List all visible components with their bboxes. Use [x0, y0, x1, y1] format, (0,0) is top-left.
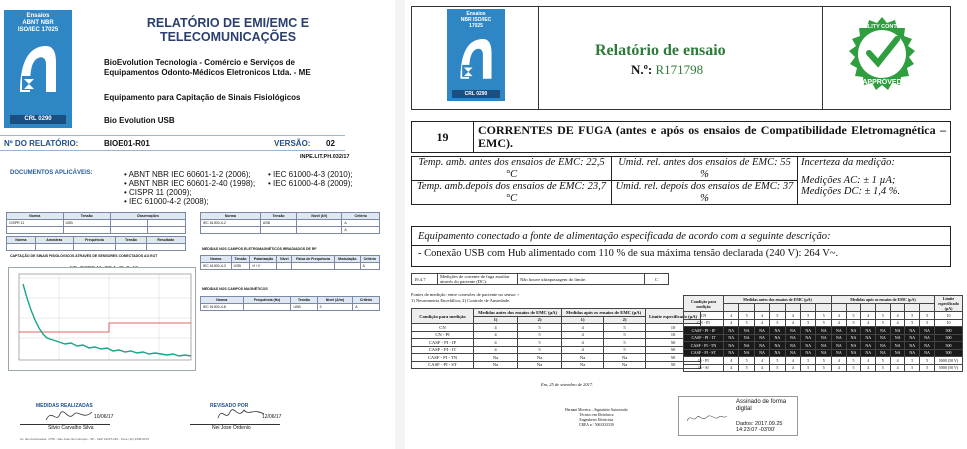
- table-cell: 5: [739, 364, 754, 372]
- measured-by-name: Silvio Carvalho Silva: [48, 425, 94, 431]
- table-cell: 5000 (50 V): [935, 357, 963, 365]
- table-cell: 5: [816, 312, 832, 320]
- table-cell: CASF - PI - TN: [412, 354, 474, 362]
- table-cell: NA: [739, 342, 754, 350]
- environment-conditions-table: Temp. amb. antes dos ensaios de EMC: 22,5 °C Umid. rel. antes dos ensaios de EMC: 55 % Incerteza da medição: Medições AC: ± 1 µA; Medições DC: ± 1,4 %. Temp. amb.depois dos ensaios de EMC: 23,7 °C Umid. rel. depois dos ensaios de EMC: 37 %: [411, 156, 951, 205]
- table-cell: NA: [816, 342, 832, 350]
- table-cell: 4: [785, 319, 800, 327]
- table-cell: NA: [739, 327, 754, 335]
- table-cell: NA: [890, 342, 905, 350]
- table-cell: NA: [905, 327, 920, 335]
- table-row: [412, 361, 701, 369]
- table-row: [412, 346, 701, 354]
- column-subheader: [785, 304, 800, 312]
- table-cell: NA: [905, 349, 920, 357]
- table-cell: 4: [562, 346, 604, 354]
- table-cell: NA: [770, 334, 785, 342]
- measurement-sources: Fontes de medição: entre conexões de paciente no sensor > 1) Neurometria Encefálica; 2) Controle de Ansiedade.: [411, 292, 520, 303]
- company-name: BioEvolution Tecnologia - Comércio e Serviços de Equipamentos Odonto-Médicos Eletronicos Ltda. - ME: [104, 58, 311, 77]
- table-cell: 5: [604, 331, 646, 339]
- table-cell: 4: [861, 357, 876, 365]
- table-cell: Na: [562, 354, 604, 362]
- magnetic-table: Norma Frequência (Hz) Tensão Nível (A/m) Critério IEC 61000-4-8 USB 3 A: [200, 296, 380, 311]
- table-cell: NA: [876, 349, 891, 357]
- table-cell: 5: [604, 346, 646, 354]
- product-name: Bio Evolution USB: [104, 116, 175, 125]
- table-cell: Na: [518, 361, 562, 369]
- table-cell: 5: [816, 364, 832, 372]
- table-cell: 5: [876, 319, 891, 327]
- table-cell: NA: [801, 342, 816, 350]
- table-cell: 50: [646, 354, 701, 362]
- report-date: Em, 25 de setembro de 2017.: [541, 382, 594, 387]
- accreditation-seal-right: Ensaios NBR ISO/IEC 17025 CRL 0290: [447, 9, 505, 101]
- table-cell: NA: [846, 349, 861, 357]
- table-cell: 50: [646, 346, 701, 354]
- table-cell: 4: [724, 312, 739, 320]
- table-cell: 500: [935, 349, 963, 357]
- table-row: [412, 324, 701, 332]
- table-cell: CASF - PI - ST: [684, 349, 724, 357]
- table-cell: 10: [935, 312, 963, 320]
- table-cell: NA: [890, 327, 905, 335]
- table-cell: NA: [816, 334, 832, 342]
- table-cell: NA: [770, 327, 785, 335]
- table-cell: NA: [832, 327, 847, 335]
- table-cell: 5: [518, 331, 562, 339]
- table-cell: Na: [604, 354, 646, 362]
- applicable-doc-item: • IEC 61000-4-8 (2009);: [268, 179, 353, 188]
- table-cell: NA: [801, 327, 816, 335]
- limit-line: [19, 323, 191, 332]
- table-cell: 5: [846, 312, 861, 320]
- capture-heading: CAPTAÇÃO DE SINAIS FISIOLÓGICOS ATRAVÉS DE SENSORES CONECTADOS AO EUT: [10, 254, 158, 258]
- table-cell: 4: [861, 312, 876, 320]
- table-row: [684, 319, 963, 327]
- table-cell: 5: [905, 312, 920, 320]
- table-cell: 4: [754, 319, 769, 327]
- column-subheader: [816, 304, 832, 312]
- rf-table: Norma Tensão Polarização Nível Faixa de Frequência Modulação Critério IEC 61000-4-3 USB H / V A: [200, 255, 380, 270]
- column-subheader: [920, 304, 935, 312]
- table-cell: 5: [905, 357, 920, 365]
- table-row: [684, 342, 963, 350]
- test-report-number: N.º: R171798: [631, 62, 704, 77]
- table-cell: 4: [754, 312, 769, 320]
- digital-signature-icon: [685, 411, 729, 425]
- applicable-doc-item: • ABNT NBR IEC 60601-1-2 (2006);: [124, 170, 255, 179]
- table-cell: 5: [876, 357, 891, 365]
- table-cell: 4: [562, 339, 604, 347]
- table-cell: 500: [935, 327, 963, 335]
- table-row: [412, 354, 701, 362]
- table-cell: NA: [785, 349, 800, 357]
- table-cell: NA: [846, 327, 861, 335]
- leakage-current-table: Condição para medição Medidas antes dos ensaios de EMC (µA) Medidas após os ensaios de EMC (µA) Limite especificado (µA) 1) 2) 1) 2) CN 4 5 4 5 10 CN - PI 4 5 4 5 10 CASF - PI - IF 4 5 4 5 50 CASF - PI - IT 4 5 4 5 50 CASF - PI - TN Na Na Na Na 50 CASF - PI - ST Na Na Na Na 50: [411, 308, 701, 369]
- table-cell: 5: [846, 364, 861, 372]
- measured-trace: [23, 284, 191, 356]
- table-cell: 4: [474, 324, 518, 332]
- table-cell: 5: [770, 319, 785, 327]
- equipment-description: Equipamento para Capitação de Sinais Fisiológicos: [104, 93, 301, 102]
- table-row: [412, 339, 701, 347]
- accreditation-seal: Ensaios ABNT NBR ISO/IEC 17025 CRL 0290: [4, 10, 72, 128]
- equipment-connection-box: Equipamento conectado a fonte de alimentação especificada de acordo com a seguinte descrição: - Conexão USB com Hub alimentado com 110 % de sua máxima tensão declarada (240 V): 264 V~.: [411, 226, 951, 267]
- applicable-doc-item: • IEC 61000-4-3 (2010);: [268, 170, 353, 179]
- table-cell: 500: [935, 334, 963, 342]
- table-cell: 4: [785, 312, 800, 320]
- section-heading: 19 CORRENTES DE FUGA (antes e após os ensaios de Compatibilidade Eletromagnética – EMC).: [411, 121, 951, 153]
- table-cell: 5: [816, 357, 832, 365]
- table-cell: 4: [832, 312, 847, 320]
- table-cell: 4: [785, 357, 800, 365]
- table-cell: NA: [801, 349, 816, 357]
- table-cell: 5: [876, 312, 891, 320]
- measured-by-date: 10/06/17: [94, 414, 114, 420]
- table-cell: NA: [876, 342, 891, 350]
- table-cell: Na: [518, 354, 562, 362]
- table-cell: 5: [801, 357, 816, 365]
- esd-table: Norma Tensão Nível (kV) Critério IEC 61000-4-2 USB A A: [200, 212, 380, 234]
- applicable-docs-list: [124, 170, 255, 206]
- table-cell: NA: [754, 327, 769, 335]
- table-cell: 5: [920, 364, 935, 372]
- emission-chart: [8, 267, 196, 371]
- table-cell: 4: [474, 346, 518, 354]
- signature-1-icon: [44, 406, 94, 426]
- column-subheader: [876, 304, 891, 312]
- table-cell: NA: [861, 342, 876, 350]
- table-cell: 5: [518, 339, 562, 347]
- sensor-table: Norma Amostras Frequência Tensão Resultado: [6, 236, 186, 251]
- table-cell: NA: [770, 342, 785, 350]
- signatory-line: Engenheiro Eletricista: [579, 418, 614, 422]
- column-subheader: [739, 304, 754, 312]
- table-cell: NA: [816, 327, 832, 335]
- table-cell: NA: [876, 327, 891, 335]
- table-cell: NA: [785, 342, 800, 350]
- table-cell: 4: [890, 312, 905, 320]
- table-cell: Na: [604, 361, 646, 369]
- table-cell: NA: [920, 349, 935, 357]
- table-cell: CN - PI: [412, 331, 474, 339]
- table-cell: CASF - PI - IF: [412, 339, 474, 347]
- svg-text:QUALITY CONTROL: QUALITY CONTROL: [855, 24, 909, 30]
- table-cell: CN: [412, 324, 474, 332]
- table-cell: 5: [905, 364, 920, 372]
- column-subheader: [801, 304, 816, 312]
- table-cell: 5: [518, 346, 562, 354]
- test-report-title: Relatório de ensaio: [595, 42, 726, 59]
- applicable-doc-item: • ABNT NBR IEC 60601-2-40 (1998);: [124, 179, 255, 188]
- column-subheader: [724, 304, 739, 312]
- table-cell: 5: [920, 312, 935, 320]
- column-subheader: [905, 304, 920, 312]
- table-cell: NA: [905, 342, 920, 350]
- applicable-doc-item: • CISPR 11 (2009);: [124, 188, 255, 197]
- table-cell: 5: [739, 312, 754, 320]
- table-cell: NA: [846, 342, 861, 350]
- table-row: [684, 334, 963, 342]
- table-row: [684, 357, 963, 365]
- table-cell: 4: [832, 357, 847, 365]
- table-cell: CASF - PI - IT: [684, 334, 724, 342]
- table-cell: NA: [920, 342, 935, 350]
- digital-signature-box: Assinado de forma digital Dados: 2017.09.25 14:23:07 -03'00': [678, 396, 798, 436]
- applicable-docs-label: DOCUMENTOS APLICÁVEIS:: [10, 170, 93, 176]
- magnetic-heading: MEDIDAS NOS CAMPOS MAGNÉTICOS: [202, 287, 268, 291]
- applicable-doc-item: • IEC 61000-4-2 (2008);: [124, 197, 255, 206]
- table-cell: NA: [785, 334, 800, 342]
- table-cell: 5: [518, 324, 562, 332]
- table-row: [684, 312, 963, 320]
- table-cell: 4: [890, 319, 905, 327]
- table-cell: IS - SI: [684, 364, 724, 372]
- applicable-docs-list-2: [268, 170, 353, 188]
- column-subheader: [846, 304, 861, 312]
- signature-2-icon: [216, 402, 266, 424]
- signatory-line: Técnico em Eletrônica: [579, 413, 614, 417]
- table-cell: NA: [920, 327, 935, 335]
- table-cell: CN: [684, 312, 724, 320]
- table-cell: 5: [876, 364, 891, 372]
- signatory-line: Hernani Moreira – Signatário Autorizado: [565, 408, 628, 412]
- table-cell: 5: [801, 364, 816, 372]
- table-cell: 5: [816, 319, 832, 327]
- table-cell: NA: [739, 334, 754, 342]
- table-cell: 4: [724, 319, 739, 327]
- column-subheader: [890, 304, 905, 312]
- table-cell: Na: [474, 354, 518, 362]
- table-cell: 5: [770, 357, 785, 365]
- table-cell: 5: [801, 319, 816, 327]
- document-code: INPE.LIT.PH.032/17: [300, 154, 350, 160]
- table-cell: 4: [724, 357, 739, 365]
- column-subheader: [832, 304, 847, 312]
- table-cell: NA: [861, 334, 876, 342]
- table-cell: 4: [754, 357, 769, 365]
- table-cell: 5: [604, 339, 646, 347]
- table-cell: 5: [770, 312, 785, 320]
- table-cell: NA: [876, 334, 891, 342]
- column-subheader: [861, 304, 876, 312]
- table-cell: NA: [754, 342, 769, 350]
- table-cell: CASF - PI - IF: [684, 327, 724, 335]
- table-cell: 4: [861, 364, 876, 372]
- signatory-block: [565, 408, 628, 428]
- table-cell: NA: [816, 349, 832, 357]
- table-cell: 5: [604, 324, 646, 332]
- table-row: [684, 349, 963, 357]
- item-19-4-7-table: 19.4.7 Medições de corrente de fuga auxiliar através do paciente (DC): Não houve ultrapassagem do limite. C: [411, 273, 669, 285]
- reviewed-by-name: Nei Jose Ordenio: [212, 425, 251, 431]
- table-cell: NA: [724, 327, 739, 335]
- column-subheader: [770, 304, 785, 312]
- table-cell: 10: [935, 319, 963, 327]
- table-cell: 4: [785, 364, 800, 372]
- svg-text:APPROVED: APPROVED: [862, 79, 902, 86]
- table-cell: 4: [474, 339, 518, 347]
- table-cell: CASF - PI - IT: [412, 346, 474, 354]
- table-cell: IS - PI: [684, 357, 724, 365]
- table-cell: 50: [646, 361, 701, 369]
- table-cell: 4: [562, 324, 604, 332]
- table-cell: NA: [890, 349, 905, 357]
- table-cell: 10: [646, 331, 701, 339]
- table-cell: 4: [474, 331, 518, 339]
- table-row: [684, 364, 963, 372]
- table-row: [684, 327, 963, 335]
- table-cell: Na: [562, 361, 604, 369]
- table-cell: CASF - PI - ST: [412, 361, 474, 369]
- table-cell: 50: [646, 339, 701, 347]
- table-cell: NA: [724, 349, 739, 357]
- table-cell: 5: [739, 357, 754, 365]
- table-cell: 5: [920, 357, 935, 365]
- report-title: RELATÓRIO DE EMI/EMC E TELECOMUNICAÇÕES: [146, 16, 310, 44]
- column-subheader: [754, 304, 769, 312]
- signatory-line: CREA n.º 5063333330: [578, 423, 614, 427]
- table-cell: 5: [801, 312, 816, 320]
- table-cell: 500: [935, 342, 963, 350]
- table-cell: 5: [770, 364, 785, 372]
- table-cell: NA: [832, 334, 847, 342]
- table-cell: 5: [846, 357, 861, 365]
- quality-approved-icon: [841, 15, 923, 97]
- table-cell: NA: [861, 349, 876, 357]
- leakage-current-table-2: Condição para medição Medidas antes dos ensaios de EMC (µA) Medidas após os ensaios de EMC (µA) Limite especificado (µA) CN 4 5 4 5 4 5 5 4 5 4 5 4 5 5 10 CN - PI 4 5 4 5 4 5 5 4 5 4 5 4 5 5 10 CASF - PI - IF NA NA NA NA NA NA NA NA NA NA NA NA NA NA 500 CASF - PI - IT NA NA NA NA NA NA NA NA NA NA NA NA NA NA 500 CASF - PI - TN NA NA NA NA NA NA NA NA NA NA NA NA NA NA 500 CASF - PI - ST NA NA NA NA NA NA NA NA NA NA NA NA NA NA 500 IS - PI 4 5 4 5 4 5 5 4 5 4 5 4 5 5 5000 (50 V) IS - SI 4 5 4 5 4 5 5 4 5 4 5 4 5 5 5000 (50 V): [683, 295, 963, 372]
- table-cell: 4: [890, 364, 905, 372]
- table-cell: 5: [920, 319, 935, 327]
- table-cell: NA: [861, 327, 876, 335]
- table-cell: CASF - PI - TN: [684, 342, 724, 350]
- left-report-page: [0, 0, 395, 449]
- table-cell: NA: [905, 334, 920, 342]
- table-cell: 5: [739, 319, 754, 327]
- inmetro-logo-icon: [16, 40, 60, 96]
- table-cell: 4: [724, 364, 739, 372]
- table-cell: NA: [801, 334, 816, 342]
- table-cell: Na: [474, 361, 518, 369]
- table-cell: NA: [920, 334, 935, 342]
- reviewed-by-title: REVISADO POR: [210, 403, 249, 409]
- table-cell: 4: [890, 357, 905, 365]
- table-cell: NA: [724, 342, 739, 350]
- table-cell: CN - PI: [684, 319, 724, 327]
- right-report-page: [405, 0, 967, 449]
- measured-by-title: MEDIDAS REALIZADAS: [36, 403, 93, 409]
- emission-plot: [9, 268, 195, 370]
- table-cell: NA: [724, 334, 739, 342]
- table-cell: 4: [832, 319, 847, 327]
- report-number-row: Nº DO RELATÓRIO: BIOE01-R01 VERSÃO: 02: [0, 135, 345, 151]
- table-cell: NA: [890, 334, 905, 342]
- table-cell: NA: [832, 349, 847, 357]
- table-cell: NA: [846, 334, 861, 342]
- table-cell: 5000 (50 V): [935, 364, 963, 372]
- table-row: [412, 331, 701, 339]
- conducted-emission-table: Norma Tensão Observações CISPR 11 USB: [6, 212, 186, 234]
- table-cell: NA: [754, 349, 769, 357]
- table-cell: NA: [785, 327, 800, 335]
- reviewed-by-date: 12/06/17: [262, 414, 282, 420]
- inmetro-logo-icon: [457, 33, 495, 83]
- table-cell: NA: [832, 342, 847, 350]
- rf-heading: MEDIDAS NOS CAMPOS ELETROMAGNÉTICOS IRRADIADOS DE RF: [202, 247, 317, 251]
- table-cell: 4: [562, 331, 604, 339]
- table-cell: 4: [832, 364, 847, 372]
- table-cell: 10: [646, 324, 701, 332]
- table-cell: 5: [905, 319, 920, 327]
- table-cell: NA: [770, 349, 785, 357]
- table-cell: 5: [846, 319, 861, 327]
- table-cell: 4: [754, 364, 769, 372]
- table-cell: 4: [861, 319, 876, 327]
- table-cell: NA: [739, 349, 754, 357]
- footer-address: Av. dos Astronautas, 1758 - São José dos Campos - SP - CEP 12227-010 - Fone (12) 3208-6270: [20, 437, 150, 441]
- table-cell: NA: [754, 334, 769, 342]
